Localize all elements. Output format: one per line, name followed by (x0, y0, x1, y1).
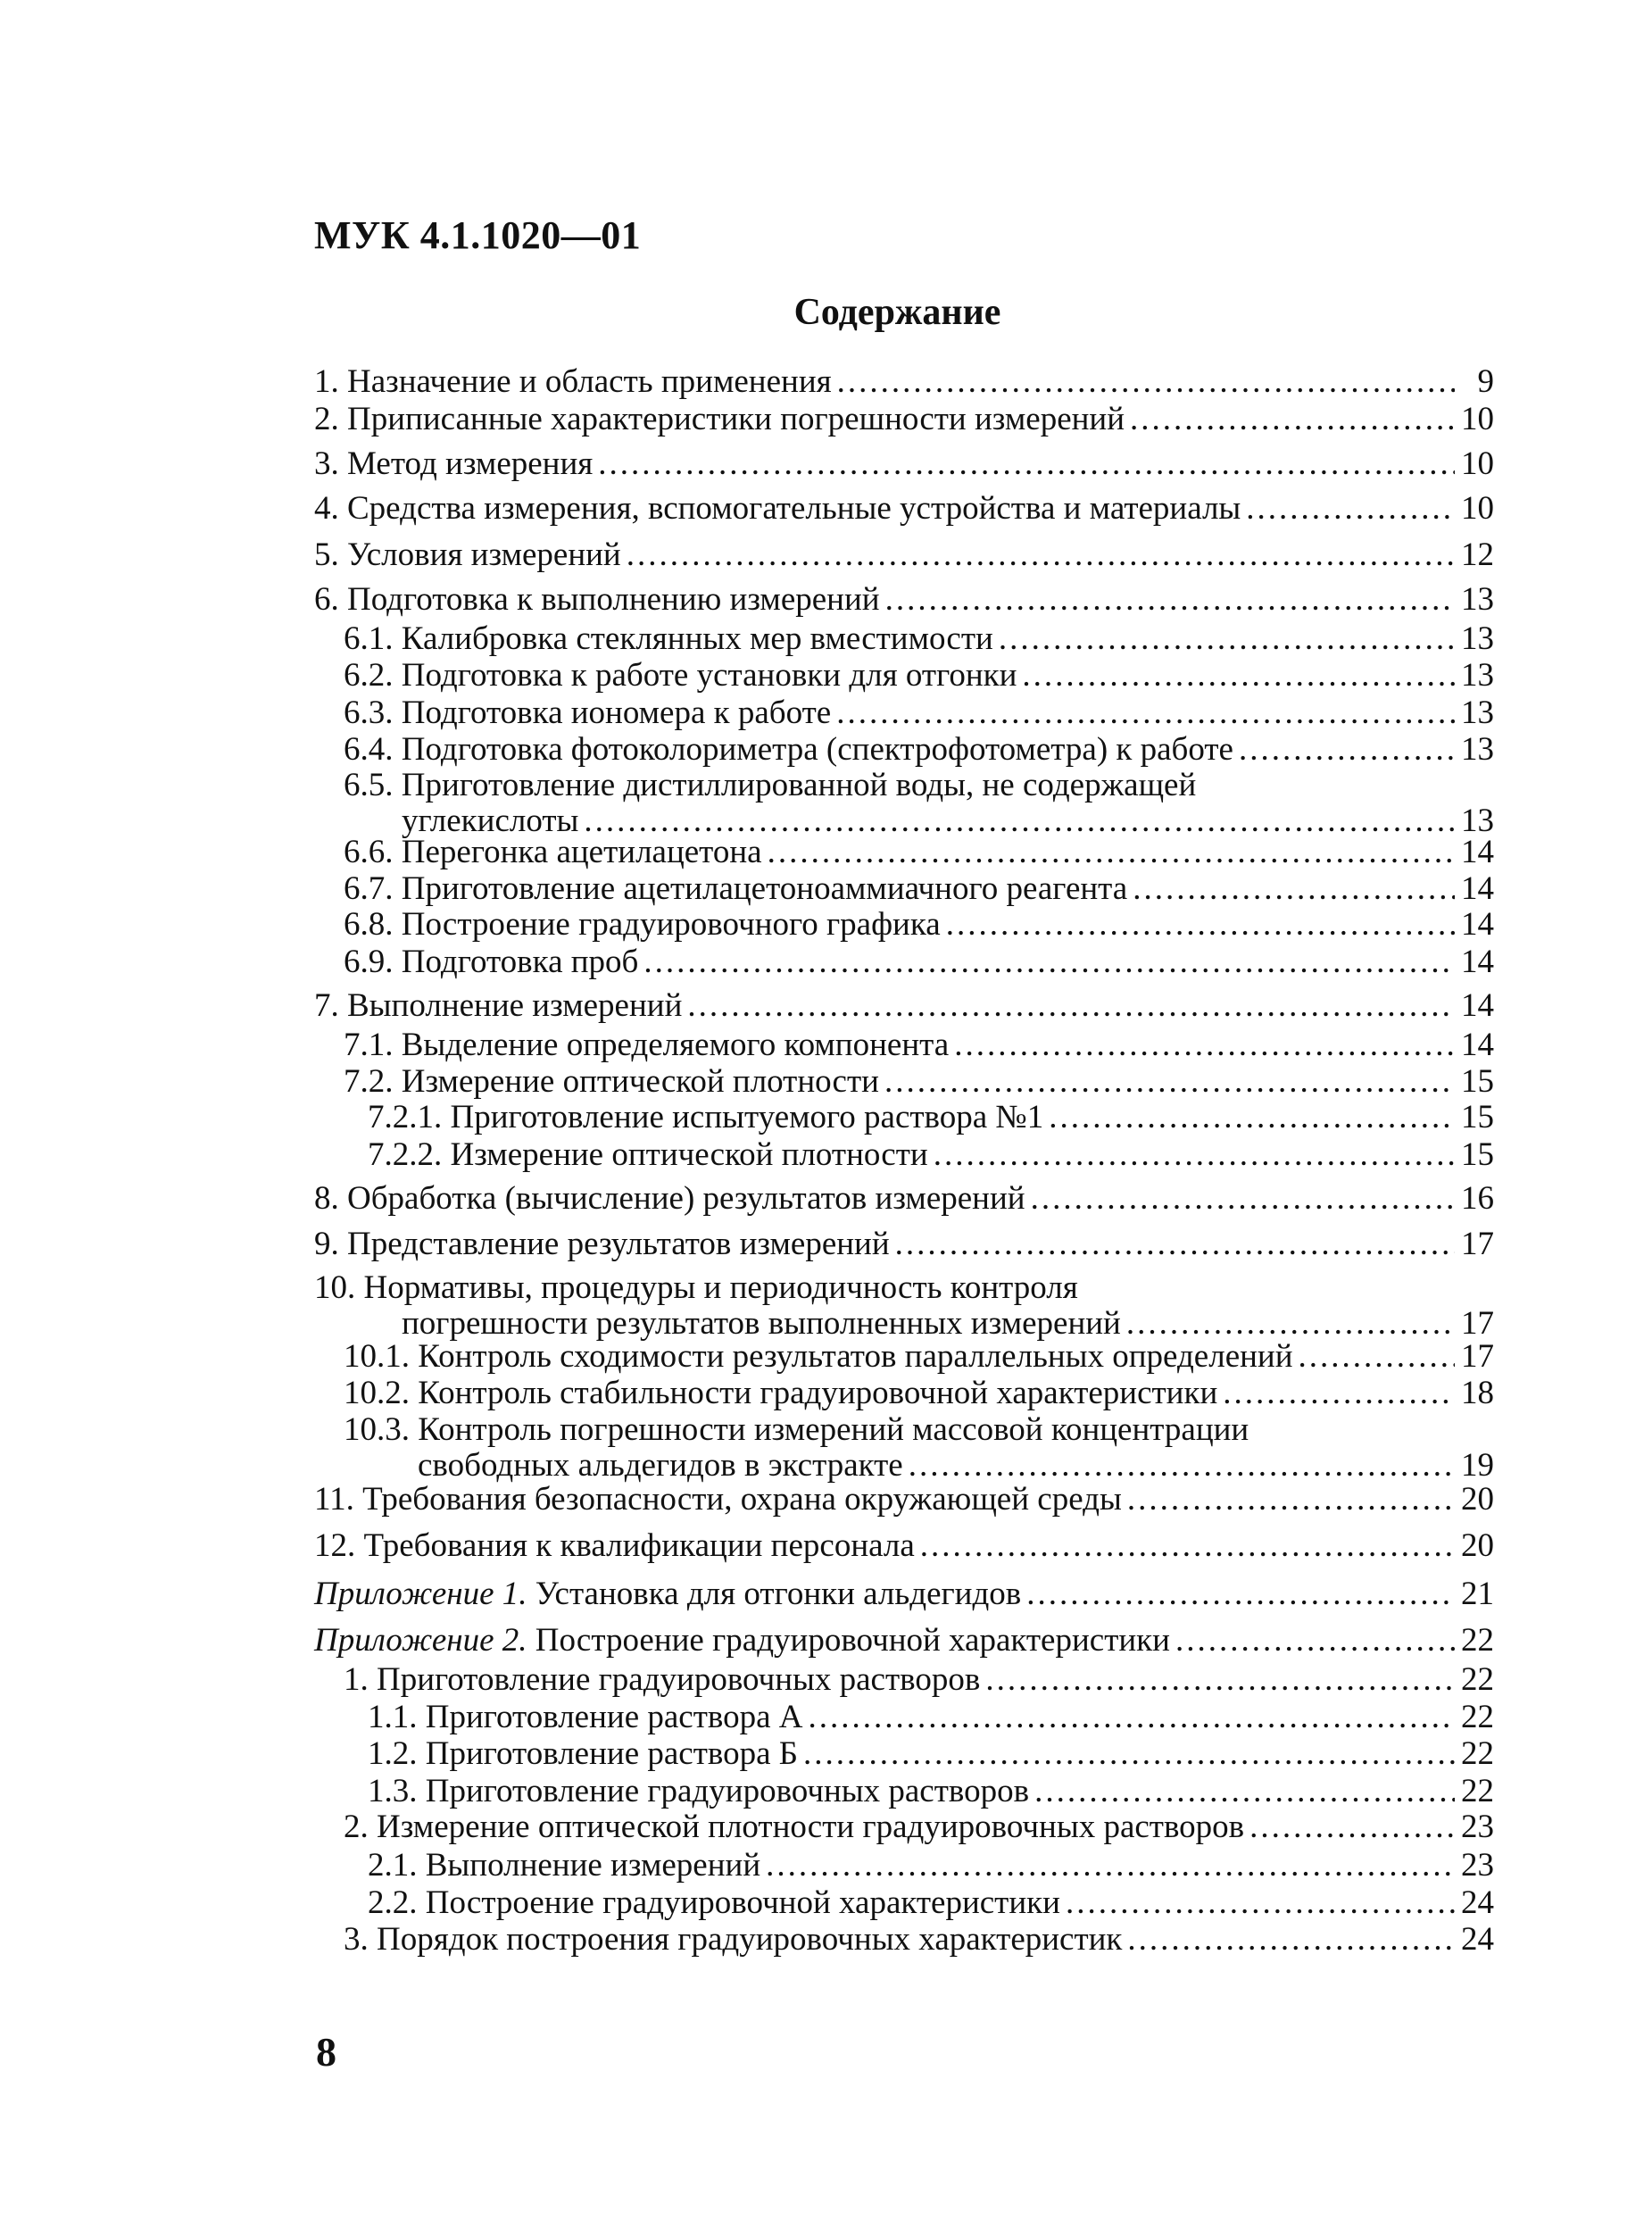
toc-entry-page: 23 (1461, 1809, 1494, 1845)
toc-entry[interactable] (344, 732, 1494, 768)
toc-entry-page: 20 (1461, 1527, 1494, 1564)
toc-entry-label: 12. Требования к квалификации персонала (314, 1527, 915, 1564)
toc-entry-page: 24 (1461, 1884, 1494, 1921)
toc-entry-page: 13 (1461, 620, 1494, 657)
dot-leader (1223, 1376, 1455, 1411)
toc-entry-label: 11. Требования безопасности, охрана окружающей среды (314, 1481, 1122, 1518)
toc-entry-label: 6.2. Подготовка к работе установки для отгонки (344, 657, 1017, 694)
toc-entry-page: 10 (1461, 401, 1494, 437)
toc-entry-label: 5. Условия измерений (314, 536, 621, 573)
toc-entry-page: 17 (1461, 1338, 1494, 1375)
dot-leader (884, 1064, 1455, 1100)
dot-leader (1034, 1774, 1455, 1809)
toc-entry-page: 24 (1461, 1921, 1494, 1958)
toc-entry[interactable] (314, 537, 1494, 573)
toc-entry-label: 6.3. Подготовка иономера к работе (344, 694, 832, 731)
dot-leader (999, 621, 1455, 657)
toc-entry-label: 7.2.1. Приготовление испытуемого раствора №1 (368, 1099, 1044, 1135)
toc-entry[interactable] (314, 1181, 1494, 1217)
toc-entry-page: 18 (1461, 1375, 1494, 1411)
dot-leader (803, 1736, 1455, 1772)
dot-leader (885, 582, 1455, 618)
toc-entry-label: 2. Измерение оптической плотности градуировочных растворов (344, 1809, 1245, 1845)
toc-entry-label: 1. Назначение и область применения (314, 363, 832, 400)
toc-entry[interactable] (344, 1064, 1494, 1100)
toc-entry-page: 12 (1461, 536, 1494, 573)
toc-entry[interactable] (344, 944, 1494, 980)
dot-leader (1026, 1576, 1455, 1612)
toc-entry-label: 4. Средства измерения, вспомогательные устройства и материалы (314, 490, 1241, 527)
toc-entry[interactable] (344, 1027, 1494, 1063)
toc-entry-label: 7.2. Измерение оптической плотности (344, 1063, 879, 1100)
toc-entry-label: 6.7. Приготовление ацетилацетоноаммиачного реагента (344, 870, 1128, 907)
dot-leader (909, 1448, 1455, 1484)
dot-leader (627, 537, 1455, 573)
toc-entry-page: 13 (1461, 581, 1494, 618)
toc-entry-page: 22 (1461, 1661, 1494, 1698)
toc-entry-label: 6.1. Калибровка стеклянных мер вместимости (344, 620, 993, 657)
toc-entry[interactable] (368, 1137, 1494, 1173)
toc-entry-label: 7. Выполнение измерений (314, 987, 683, 1024)
toc-entry-page: 17 (1461, 1305, 1494, 1342)
toc-entry-page: 10 (1461, 490, 1494, 527)
toc-entry[interactable] (344, 1412, 1494, 1484)
toc-entry[interactable] (368, 1700, 1494, 1735)
dot-leader (1133, 871, 1455, 907)
toc-entry-page: 14 (1461, 906, 1494, 943)
toc-entry-label-line1: 10.3. Контроль погрешности измерений массовой концентрации (344, 1411, 1249, 1448)
toc-entry-label: 1. Приготовление градуировочных растворов (344, 1661, 981, 1698)
dot-leader (1246, 491, 1455, 527)
toc-entry-page: 16 (1461, 1180, 1494, 1217)
toc-entry[interactable] (344, 1922, 1494, 1958)
toc-entry-page: 22 (1461, 1773, 1494, 1809)
toc-entry-page: 15 (1461, 1099, 1494, 1135)
toc-entry-label: 9. Представление результатов измерений (314, 1226, 890, 1262)
toc-entry-page: 22 (1461, 1622, 1494, 1659)
toc-entry-page: 14 (1461, 987, 1494, 1024)
toc-entry-label: 6.6. Перегонка ацетилацетона (344, 834, 762, 870)
toc-entry[interactable] (314, 446, 1494, 482)
dot-leader (1049, 1100, 1455, 1135)
toc-entry-label: 6. Подготовка к выполнению измерений (314, 581, 880, 618)
toc-entry-page: 13 (1461, 694, 1494, 731)
toc-entry[interactable] (344, 695, 1494, 731)
dot-leader (1031, 1181, 1455, 1217)
toc-entry-label-line1: 6.5. Приготовление дистиллированной воды, не содержащей (344, 767, 1197, 803)
toc-entry[interactable] (314, 1576, 1494, 1612)
dot-leader (1127, 1922, 1455, 1958)
dot-leader (1299, 1339, 1455, 1375)
toc-entry-label: погрешности результатов выполненных измерений (402, 1305, 1121, 1342)
toc-entry-label: Приложение 2. Построение градуировочной характеристики (314, 1622, 1170, 1659)
toc-entry-label: 8. Обработка (вычисление) результатов измерений (314, 1180, 1025, 1217)
toc-entry-label: 7.1. Выделение определяемого компонента (344, 1027, 950, 1063)
dot-leader (946, 907, 1455, 943)
toc-entry[interactable] (368, 1848, 1494, 1884)
toc-entry[interactable] (344, 658, 1494, 694)
toc-entry[interactable] (368, 1736, 1494, 1772)
toc-entry[interactable] (344, 835, 1494, 870)
page-title: Содержание (793, 292, 1001, 333)
dot-leader (1022, 658, 1455, 694)
toc-entry[interactable] (344, 1662, 1494, 1698)
toc-entry[interactable] (314, 364, 1494, 400)
dot-leader (954, 1027, 1455, 1063)
dot-leader (1249, 1809, 1455, 1845)
toc-entry-page: 15 (1461, 1136, 1494, 1173)
dot-leader (895, 1227, 1455, 1262)
toc-entry-page: 22 (1461, 1735, 1494, 1772)
dot-leader (598, 446, 1455, 482)
toc-entry-label: 3. Порядок построения градуировочных характеристик (344, 1921, 1123, 1958)
toc-entry-label: 3. Метод измерения (314, 445, 594, 482)
toc-entry[interactable] (368, 1885, 1494, 1921)
dot-leader (809, 1700, 1456, 1735)
toc-entry-label: Приложение 1. Установка для отгонки альдегидов (314, 1576, 1022, 1612)
toc-entry[interactable] (344, 907, 1494, 943)
toc-entry-page: 14 (1461, 834, 1494, 870)
dot-leader (1066, 1885, 1455, 1921)
toc-entry[interactable] (314, 1482, 1494, 1518)
dot-leader (1239, 732, 1455, 768)
dot-leader (1127, 1482, 1455, 1518)
toc-entry-page: 20 (1461, 1481, 1494, 1518)
toc-entry-page: 13 (1461, 731, 1494, 768)
dot-leader (768, 835, 1455, 870)
dot-leader (837, 364, 1455, 400)
toc-entry-page: 10 (1461, 445, 1494, 482)
dot-leader (1175, 1623, 1455, 1659)
toc-entry-page: 23 (1461, 1847, 1494, 1884)
toc-entry[interactable] (344, 1339, 1494, 1375)
toc-entry-page: 17 (1461, 1226, 1494, 1262)
toc-entry-page: 22 (1461, 1699, 1494, 1735)
toc-entry[interactable] (314, 491, 1494, 527)
toc-entry-label: 1.1. Приготовление раствора А (368, 1699, 803, 1735)
toc-entry[interactable] (368, 1100, 1494, 1135)
toc-entry-label: 1.3. Приготовление градуировочных растворов (368, 1773, 1030, 1809)
toc-entry-label: свободных альдегидов в экстракте (418, 1447, 903, 1484)
toc-entry-label: 10.1. Контроль сходимости результатов параллельных определений (344, 1338, 1293, 1375)
toc-entry[interactable] (314, 1270, 1494, 1342)
dot-leader (687, 988, 1455, 1024)
toc-entry-label-line1: 10. Нормативы, процедуры и периодичность контроля (314, 1269, 1078, 1306)
toc-entry-page: 9 (1477, 363, 1494, 400)
toc-entry[interactable] (344, 621, 1494, 657)
dot-leader (1130, 402, 1455, 437)
toc-entry[interactable] (314, 1528, 1494, 1564)
toc-entry[interactable] (344, 1376, 1494, 1411)
toc-entry[interactable] (368, 1774, 1494, 1809)
dot-leader (766, 1848, 1455, 1884)
toc-entry[interactable] (344, 768, 1494, 839)
toc-entry[interactable] (314, 988, 1494, 1024)
toc-entry-page: 13 (1461, 803, 1494, 839)
toc-entry-label: 2.2. Построение градуировочной характеристики (368, 1884, 1060, 1921)
document-code-header: МУК 4.1.1020—01 (314, 213, 642, 257)
toc-entry-page: 13 (1461, 657, 1494, 694)
toc-entry-label: 10.2. Контроль стабильности градуировочной характеристики (344, 1375, 1218, 1411)
toc-entry[interactable] (314, 402, 1494, 437)
toc-entry[interactable] (314, 582, 1494, 618)
toc-entry-page: 15 (1461, 1063, 1494, 1100)
toc-entry-page: 21 (1461, 1576, 1494, 1612)
toc-entry-label: 6.4. Подготовка фотоколориметра (спектрофотометра) к работе (344, 731, 1233, 768)
toc-entry[interactable] (314, 1623, 1494, 1659)
toc-entry-label: 2. Приписанные характеристики погрешности измерений (314, 401, 1125, 437)
dot-leader (1126, 1306, 1455, 1342)
toc-entry-label: углекислоты (402, 803, 579, 839)
dot-leader (643, 944, 1455, 980)
toc-entry-label: 7.2.2. Измерение оптической плотности (368, 1136, 928, 1173)
toc-entry-label: 2.1. Выполнение измерений (368, 1847, 761, 1884)
toc-entry[interactable] (314, 1227, 1494, 1262)
dot-leader (985, 1662, 1455, 1698)
toc-entry-label: 6.8. Построение градуировочного графика (344, 906, 941, 943)
toc-entry[interactable] (344, 871, 1494, 907)
toc-entry-page: 14 (1461, 1027, 1494, 1063)
dot-leader (836, 695, 1455, 731)
appendix-prefix: Приложение 2. (314, 1622, 527, 1659)
toc-entry[interactable] (344, 1809, 1494, 1845)
page-number: 8 (316, 2029, 336, 2075)
toc-entry-page: 19 (1461, 1447, 1494, 1484)
toc-entry-page: 14 (1461, 944, 1494, 980)
dot-leader (920, 1528, 1455, 1564)
toc-entry-label: 1.2. Приготовление раствора Б (368, 1735, 799, 1772)
appendix-prefix: Приложение 1. (314, 1576, 527, 1612)
dot-leader (934, 1137, 1455, 1173)
toc-entry-page: 14 (1461, 870, 1494, 907)
toc-entry-label: 6.9. Подготовка проб (344, 944, 639, 980)
